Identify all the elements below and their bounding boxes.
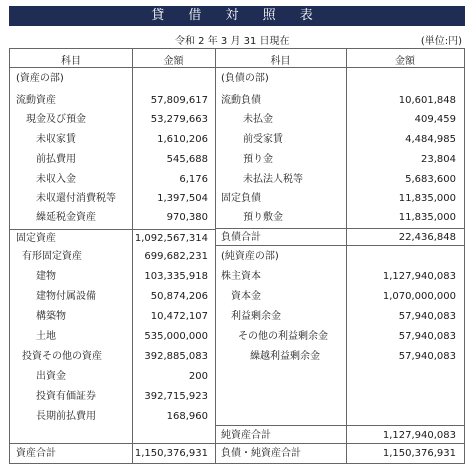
left-row-label: 固定資産 [16,233,56,244]
left-row-label: (資産の部) [16,73,64,84]
left-row-amount: 1,610,206 [157,134,208,145]
right-row-label: 流動負債 [221,95,261,106]
row-divider [10,229,215,230]
liabilities-total-amount: 22,436,848 [398,232,456,243]
right-row-label: 未払金 [243,114,273,125]
liabilities-net-total-amount: 1,150,376,931 [382,448,456,459]
header-right-amount: 金額 [395,56,415,67]
header-left-item: 科目 [61,56,81,67]
left-row-label: 有形固定資産 [22,251,82,262]
left-row-amount: 103,335,918 [144,271,208,282]
left-row-label: 建物 [36,271,56,282]
header-left-amount: 金額 [163,56,184,67]
left-row-amount: 53,279,663 [150,114,208,125]
left-row-amount: 57,809,617 [150,95,208,106]
row-divider [215,425,464,426]
left-row-amount: 10,472,107 [150,311,208,322]
left-row-label: 土地 [36,331,56,342]
liabilities-total-label: 負債合計 [221,232,261,243]
center-divider [215,49,216,463]
left-row-amount: 699,682,231 [144,251,208,262]
left-row-amount: 535,000,000 [144,331,208,342]
left-row-amount: 970,380 [166,212,208,223]
left-row-label: 投資有価証券 [36,391,96,402]
left-row-amount: 392,885,083 [144,351,208,362]
left-row-label: 繰延税金資産 [36,212,96,223]
left-row-label: 建物付属設備 [36,291,96,302]
left-row-amount: 545,688 [166,154,208,165]
left-row-amount: 6,176 [179,174,208,185]
header-divider [10,67,464,68]
left-row-label: 未収還付消費税等 [36,193,116,204]
header-right-item: 科目 [270,56,291,67]
assets-total-label: 資産合計 [16,448,56,459]
left-row-label: 現金及び預金 [26,114,86,125]
left-row-label: 投資その他の資産 [22,351,102,362]
right-row-label: 固定負債 [221,193,261,204]
right-row-label: その他の利益剰余金 [238,331,328,342]
net-assets-total-label: 純資産合計 [221,430,271,441]
right-row-label: 資本金 [231,291,261,302]
assets-total-amount: 1,150,376,931 [134,448,208,459]
balance-sheet-table [9,48,465,464]
right-row-amount: 1,127,940,083 [382,271,456,282]
right-row-amount: 57,940,083 [398,351,456,362]
liabilities-net-total-label: 負債・純資産合計 [221,448,301,459]
col-divider [346,49,347,463]
col-divider [132,49,133,463]
right-row-label: 前受家賃 [243,134,283,145]
left-row-amount: 50,874,206 [150,291,208,302]
net-assets-total-amount: 1,127,940,083 [382,430,456,441]
right-row-amount: 57,940,083 [398,311,456,322]
left-row-label: 長期前払費用 [36,411,96,422]
right-row-label: 未払法人税等 [243,174,303,185]
left-row-amount: 168,960 [166,411,208,422]
left-row-label: 未収入金 [36,174,76,185]
left-row-label: 未収家賃 [36,134,76,145]
left-row-label: 前払費用 [36,154,76,165]
right-row-amount: 11,835,000 [398,212,456,223]
right-row-amount: 5,683,600 [405,174,456,185]
right-row-amount: 1,070,000,000 [382,291,456,302]
right-row-label: 株主資本 [221,271,261,282]
right-row-amount: 23,804 [421,154,456,165]
right-row-amount: 11,835,000 [398,193,456,204]
right-row-amount: 57,940,083 [398,331,456,342]
right-row-label: 繰越利益剰余金 [250,351,320,362]
total-divider [10,443,464,444]
right-row-label: 利益剰余金 [231,311,281,322]
left-row-amount: 392,715,923 [144,391,208,402]
right-row-amount: 409,459 [414,114,456,125]
right-row-label: 預り敷金 [243,212,283,223]
row-divider [215,228,464,229]
right-row-label: (純資産の部) [221,251,279,262]
left-row-label: 流動資産 [16,95,56,106]
left-row-label: 出資金 [36,371,66,382]
right-row-label: 預り金 [243,154,273,165]
left-row-amount: 1,397,504 [157,193,208,204]
unit-label: (単位:円) [420,36,462,47]
left-row-label: 構築物 [36,311,66,322]
right-row-amount: 10,601,848 [398,95,456,106]
left-row-amount: 1,092,567,314 [134,233,208,244]
right-row-amount: 4,484,985 [405,134,456,145]
as-of-date: 令和 2 年 3 月 31 日現在 [175,36,290,47]
document-title: 貸 借 対 照 表 [9,6,465,26]
left-row-amount: 200 [188,371,208,382]
right-row-label: (負債の部) [221,73,269,84]
row-divider [215,245,464,246]
